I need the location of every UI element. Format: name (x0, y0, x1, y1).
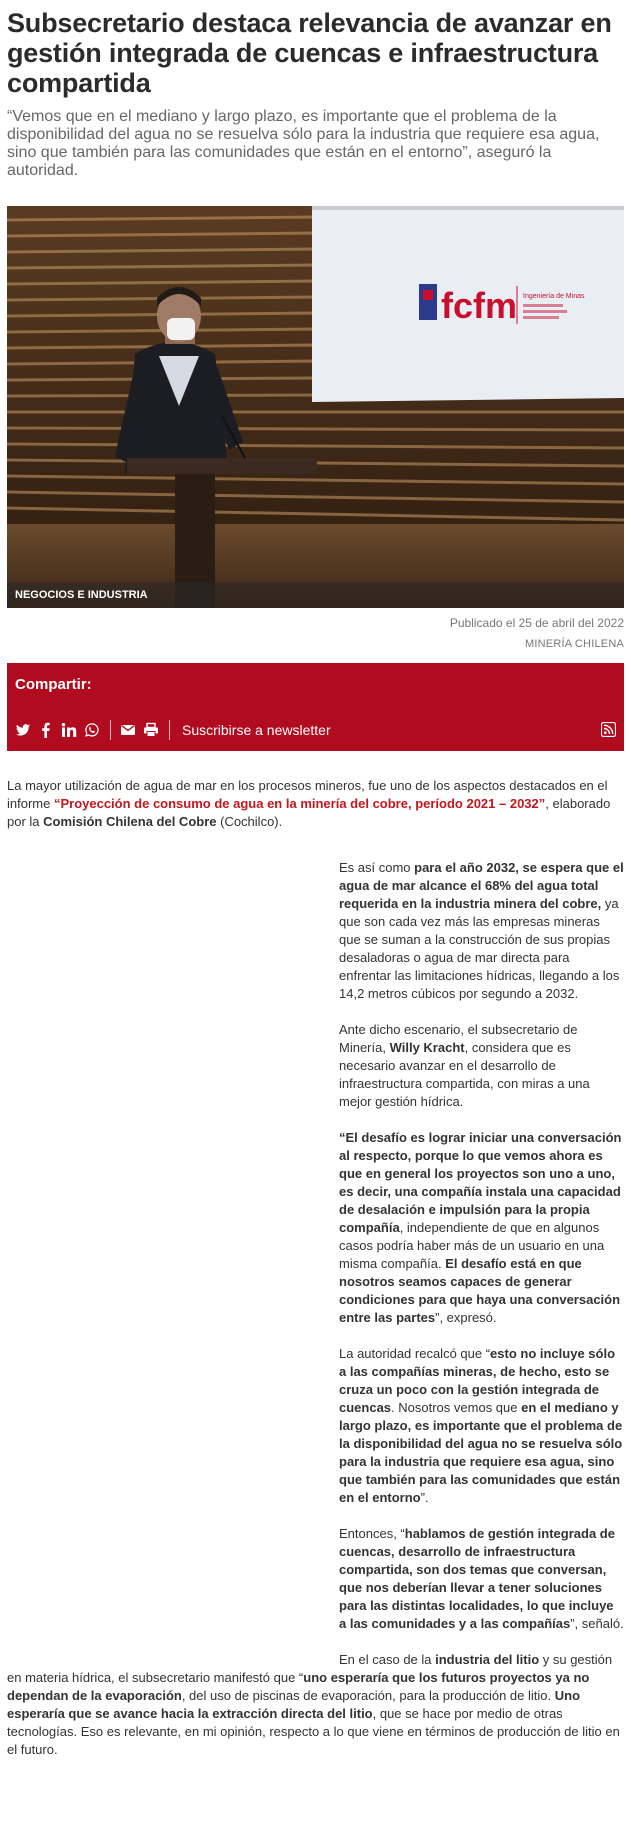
article-hero-image (7, 206, 624, 608)
email-icon[interactable] (120, 722, 136, 738)
body-intro: La mayor utilización de agua de mar en los procesos mineros, fue uno de los aspectos destacados en el informe “Proyección de consumo de agua en la minería del cobre, período 2021 – 2032”, elaborado por la Comisión Chilena del Cobre (Cochilco). (7, 778, 611, 829)
publish-date: Publicado el 25 de abril del 2022 (449, 616, 624, 630)
paragraph: “El desafío es lograr iniciar una conversación al respecto, porque lo que vemos ahora es que en general los proyectos son uno a uno, es decir, una compañía instala una capacidad de desalación e impulsión para la propia compañía, independiente de que en algunos casos podría haber más de un usuario en una misma compañía. El desafío está en que nosotros seamos capaces de generar condiciones para que haya una conversación entre las partes”, expresó. (339, 1130, 622, 1325)
rss-icon[interactable] (601, 722, 616, 737)
paragraph: La autoridad recalcó que “esto no incluye sólo a las compañías mineras, de hecho, esto se cruza un poco con la gestión integrada de cuencas. Nosotros vemos que en el mediano y largo plazo, es importante que el problema de la disponibilidad del agua no se resuelva sólo para la industria que requiere esa agua, sino que también para las comunidades que están en el entorno”. (339, 1346, 623, 1505)
article-title: Subsecretario destaca relevancia de avanzar en gestión integrada de cuencas e infraestructura compartida (7, 8, 612, 98)
share-label: Compartir: (15, 676, 92, 693)
newsletter-link[interactable]: Suscribirse a newsletter (182, 722, 331, 738)
share-separator (169, 720, 170, 740)
hero-photo (7, 206, 624, 608)
svg-text:fcfm: fcfm (441, 285, 518, 326)
share-icons-row (15, 719, 331, 741)
paragraph: Entonces, “hablamos de gestión integrada de cuencas, desarrollo de infraestructura compartida, son dos temas que conversan, que nos deberían llevar a tener soluciones para las distintas localidades, lo que incluye a las comunidades y a las compañías”, señaló. (339, 1526, 624, 1631)
paragraph: Ante dicho escenario, el subsecretario de Minería, Willy Kracht, considera que es necesario avanzar en el desarrollo de infraestructura compartida, con miras a una mejor gestión hídrica. (339, 1022, 590, 1109)
whatsapp-icon[interactable] (84, 722, 100, 738)
report-link[interactable]: “Proyección de consumo de agua en la minería del cobre, período 2021 – 2032” (53, 796, 546, 811)
twitter-icon[interactable] (15, 722, 31, 738)
article-lead: “Vemos que en el mediano y largo plazo, es importante que el problema de la disponibilidad del agua no se resuelva sólo para la industria que requiere esa agua, sino que también para las comunidades que están en el entorno”, aseguró la autoridad. (7, 108, 600, 179)
body-column (339, 859, 624, 1633)
article-source[interactable]: MINERÍA CHILENA (525, 638, 624, 650)
share-separator (110, 720, 111, 740)
svg-text:Ingeniería de Minas: Ingeniería de Minas (523, 293, 585, 300)
paragraph: Es así como para el año 2032, se espera que el agua de mar alcance el 68% del agua total requerida en la industria minera del cobre, ya que son cada vez más las empresas mineras que se suman a la construcción de sus propias desaladoras o agua de mar directa para enfrentar las limitaciones hídricas, llegando a los 14,2 metros cúbicos por segundo a 2032. (339, 860, 624, 1001)
linkedin-icon[interactable] (61, 722, 77, 738)
share-bar (7, 663, 624, 751)
facebook-icon[interactable] (38, 722, 54, 738)
paragraph-lithium: En el caso de la industria del litio y su gestión en materia hídrica, el subsecretario manifestó que “uno esperaría que los futuros proyectos ya no dependan de la evaporación, del uso de piscinas de evaporación, para la producción de litio. Uno esperaría que se avance hacia la extracción directa del litio, que se hace por medio de otras tecnologías. Eso es relevante, en mi opinión, respecto a lo que viene en términos de producción de litio en el futuro. (7, 1652, 620, 1757)
print-icon[interactable] (143, 722, 159, 738)
category-label[interactable]: NEGOCIOS E INDUSTRIA (7, 582, 624, 608)
